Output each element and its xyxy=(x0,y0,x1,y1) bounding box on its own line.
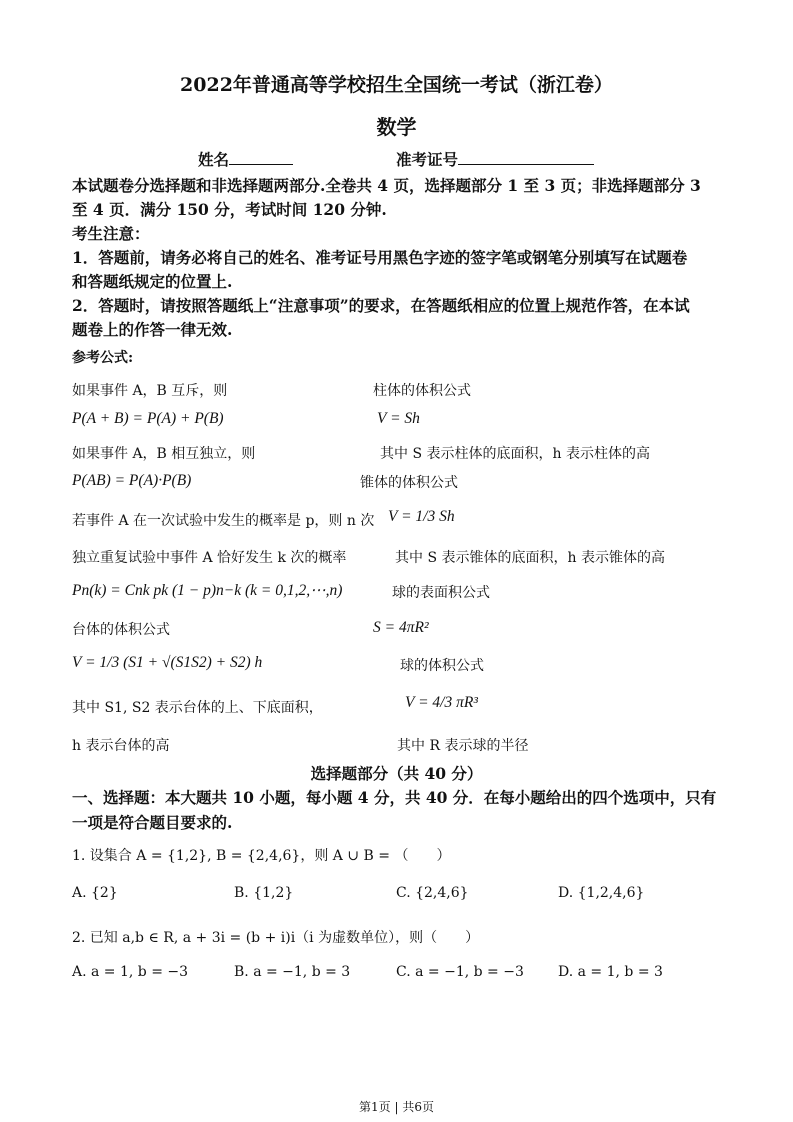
question-1-option-c: C. {2,4,6} xyxy=(396,885,469,901)
formula-bernoulli-label-1: 若事件 A 在一次试验中发生的概率是 p，则 n 次 xyxy=(72,513,375,529)
formula-cone-label: 锥体的体积公式 xyxy=(360,475,458,491)
note-1b: 和答题纸规定的位置上. xyxy=(72,272,233,291)
question-1-option-d: D. {1,2,4,6} xyxy=(558,885,645,901)
subject-title: 数学 xyxy=(376,115,417,139)
formula-sphere-note: 其中 R 表示球的半径 xyxy=(397,738,529,754)
formula-cone-note: 其中 S 表示锥体的底面积，h 表示锥体的高 xyxy=(395,550,665,566)
exam-id-label: 准考证号 xyxy=(396,150,459,169)
section-title: 选择题部分（共 40 分） xyxy=(310,764,483,783)
question-2-option-b: B. a = −1, b = 3 xyxy=(234,964,351,980)
formula-bernoulli-label-2: 独立重复试验中事件 A 恰好发生 k 次的概率 xyxy=(72,550,347,566)
name-field xyxy=(198,148,293,170)
question-1-option-a: A. {2} xyxy=(72,885,118,901)
formula-indep-label: 如果事件 A，B 相互独立，则 xyxy=(72,446,256,462)
question-1-option-b: B. {1,2} xyxy=(234,885,294,901)
formula-bernoulli: Pn(k) = Cnk pk (1 − p)n−k (k = 0,1,2,⋯,n) xyxy=(72,582,343,599)
formulas-heading: 参考公式: xyxy=(72,350,134,366)
formula-frustum-height: h 表示台体的高 xyxy=(72,738,170,754)
note-2b: 题卷上的作答一律无效. xyxy=(72,320,233,339)
formula-sphere-volume: V = 4/3 πR³ xyxy=(405,694,478,711)
question-2-option-c: C. a = −1, b = −3 xyxy=(396,964,524,980)
formula-indep: P(AB) = P(A)·P(B) xyxy=(72,472,192,489)
question-2-option-a: A. a = 1, b = −3 xyxy=(72,964,189,980)
intro-line-1: 本试题卷分选择题和非选择题两部分.全卷共 4 页，选择题部分 1 至 3 页；非选择题部分 3 xyxy=(72,176,701,195)
formula-sphere-volume-label: 球的体积公式 xyxy=(400,658,484,674)
notes-heading: 考生注意： xyxy=(72,224,150,243)
exam-id-field xyxy=(396,148,594,170)
formula-frustum: V = 1/3 (S1 + √(S1S2) + S2) h xyxy=(72,654,263,671)
formula-prism-label: 柱体的体积公式 xyxy=(373,383,471,399)
question-2-option-d: D. a = 1, b = 3 xyxy=(558,964,663,980)
formula-mutex: P(A + B) = P(A) + P(B) xyxy=(72,410,224,427)
intro-line-2: 至 4 页．满分 150 分，考试时间 120 分钟. xyxy=(72,200,387,219)
formula-prism-note: 其中 S 表示柱体的底面积，h 表示柱体的高 xyxy=(380,446,650,462)
formula-frustum-note: 其中 S1, S2 表示台体的上、下底面积， xyxy=(72,700,323,716)
section-desc-2: 一项是符合题目要求的. xyxy=(72,813,233,832)
formula-prism: V = Sh xyxy=(377,410,420,427)
formula-frustum-label: 台体的体积公式 xyxy=(72,622,170,638)
exam-id-blank xyxy=(458,150,594,165)
note-1a: 1．答题前，请务必将自己的姓名、准考证号用黑色字迹的签字笔或钢笔分别填写在试题卷 xyxy=(72,248,688,267)
formula-cone: V = 1/3 Sh xyxy=(388,508,455,525)
exam-title: 2022年普通高等学校招生全国统一考试（浙江卷） xyxy=(180,74,613,96)
formula-sphere-surface-label: 球的表面积公式 xyxy=(392,585,490,601)
question-2-stem: 2. 已知 a,b ∈ R, a + 3i = (b + i)i（i 为虚数单位），则（ ） xyxy=(72,930,480,946)
formula-sphere-surface: S = 4πR² xyxy=(373,619,429,636)
section-desc-1: 一、选择题：本大题共 10 小题，每小题 4 分，共 40 分．在每小题给出的四个选项中，只有 xyxy=(72,788,717,807)
question-1-stem: 1. 设集合 A = {1,2}, B = {2,4,6}，则 A ∪ B = （ ） xyxy=(72,848,451,864)
note-2a: 2．答题时，请按照答题纸上“注意事项”的要求，在答题纸相应的位置上规范作答，在本试 xyxy=(72,296,690,315)
name-label: 姓名 xyxy=(198,150,230,169)
name-blank xyxy=(229,150,293,165)
page-footer: 第1页 | 共6页 xyxy=(359,1100,434,1114)
formula-mutex-label: 如果事件 A，B 互斥，则 xyxy=(72,383,228,399)
